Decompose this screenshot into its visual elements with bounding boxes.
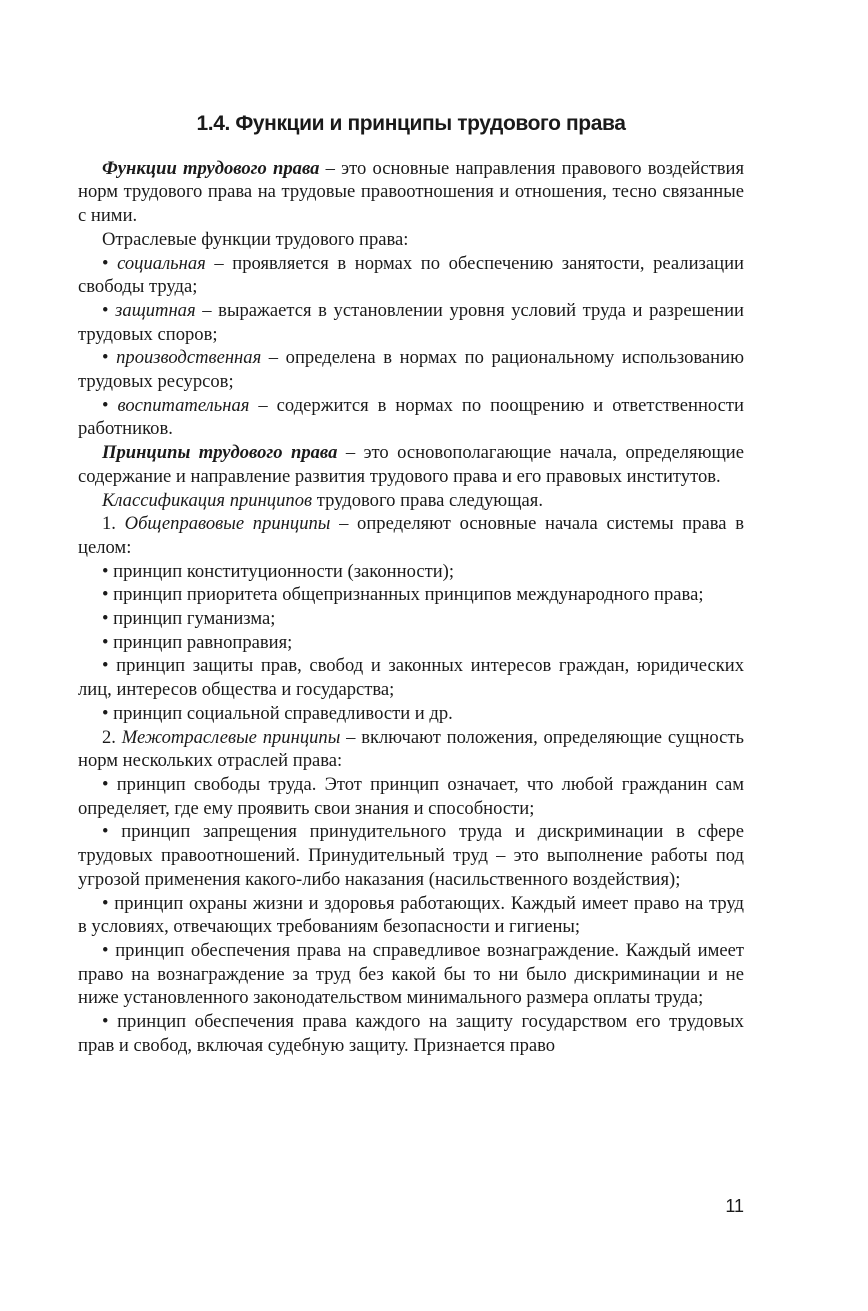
- function-term: защитная: [115, 299, 196, 321]
- term-principles: Принципы трудового права: [102, 442, 338, 464]
- list-number: 1.: [102, 513, 125, 535]
- paragraph-classification: [78, 489, 744, 513]
- list-item-principle: • принцип обеспечения права на справедливое вознаграждение. Каждый имеет право на вознаграждение за труд без какой бы то ни было дискриминации и не ниже установленного законодательством минимального размера оплаты труда;: [78, 939, 744, 1010]
- paragraph-functions-list-intro: Отраслевые функции трудового права:: [102, 228, 409, 250]
- list-item-principle: • принцип защиты прав, свобод и законных интересов граждан, юридических лиц, интересов общества и государства;: [78, 654, 744, 701]
- list-item-principle: • принцип обеспечения права каждого на защиту государством его трудовых прав и свобод, включая судебную защиту. Признается право: [78, 1010, 744, 1057]
- list-item-principle: • принцип гуманизма;: [78, 607, 744, 631]
- list-item-function: [78, 252, 744, 299]
- definition-text: – это основные направления правового воздействия норм трудового права на трудовые правоотношения и отношения, тесно связанные с ними.: [78, 157, 744, 227]
- list-item-principle: • принцип приоритета общепризнанных принципов международного права;: [78, 583, 744, 607]
- paragraph-principles-definition: [78, 441, 744, 488]
- function-text: – выражается в установлении уровня условий труда и разрешении трудовых споров;: [78, 299, 744, 345]
- list-item-principle: • принцип запрещения принудительного труда и дискриминации в сфере трудовых правоотношений. Принудительный труд – это выполнение работы под угрозой применения какого-либо наказания (насильственного воздействия);: [78, 820, 744, 891]
- paragraph-functions-definition: [78, 157, 744, 228]
- term-general-principles: Общеправовые принципы: [124, 513, 331, 535]
- function-text: – проявляется в нормах по обеспечению занятости, реализации свободы труда;: [78, 252, 744, 298]
- function-term: воспитательная: [117, 394, 250, 416]
- function-text: – содержится в нормах по поощрению и ответственности работников.: [78, 394, 744, 440]
- list-item-principle: • принцип свободы труда. Этот принцип означает, что любой гражданин сам определяет, где ему проявить свои знания и способности;: [78, 773, 744, 820]
- list-item-principle: • принцип конституционности (законности);: [78, 560, 744, 584]
- definition-text: – это основополагающие начала, определяющие содержание и направление развития трудового права и его правовых институтов.: [78, 442, 744, 487]
- paragraph-general-principles: [78, 512, 744, 559]
- section-title: 1.4. Функции и принципы трудового права: [196, 112, 626, 135]
- paragraph-intersectoral-principles: [78, 726, 744, 773]
- page-number: 11: [725, 1196, 744, 1216]
- general-principles-text: – определяют основные начала системы права в целом:: [78, 513, 745, 558]
- list-item-principle: • принцип равноправия;: [78, 631, 744, 655]
- function-text: – определена в нормах по рациональному использованию трудовых ресурсов;: [78, 347, 744, 393]
- list-item-function: [78, 299, 744, 346]
- function-term: социальная: [117, 252, 206, 274]
- list-item-function: [78, 346, 744, 393]
- list-item-principle: • принцип охраны жизни и здоровья работающих. Каждый имеет право на труд в условиях, отвечающих требованиям безопасности и гигиены;: [78, 892, 744, 939]
- list-number: 2.: [102, 726, 122, 748]
- intersectoral-principles-text: – включают положения, определяющие сущность норм нескольких отраслей права:: [78, 726, 745, 772]
- classification-text: трудового права следующая.: [312, 489, 543, 511]
- list-item-principle: • принцип социальной справедливости и др.: [78, 702, 744, 726]
- term-intersectoral-principles: Межотраслевые принципы: [121, 726, 341, 748]
- function-term: производственная: [116, 347, 262, 369]
- page-body: [78, 112, 744, 1057]
- term-functions: Функции трудового права: [102, 157, 320, 179]
- list-item-function: [78, 394, 744, 441]
- term-classification: Классификация принципов: [102, 489, 313, 511]
